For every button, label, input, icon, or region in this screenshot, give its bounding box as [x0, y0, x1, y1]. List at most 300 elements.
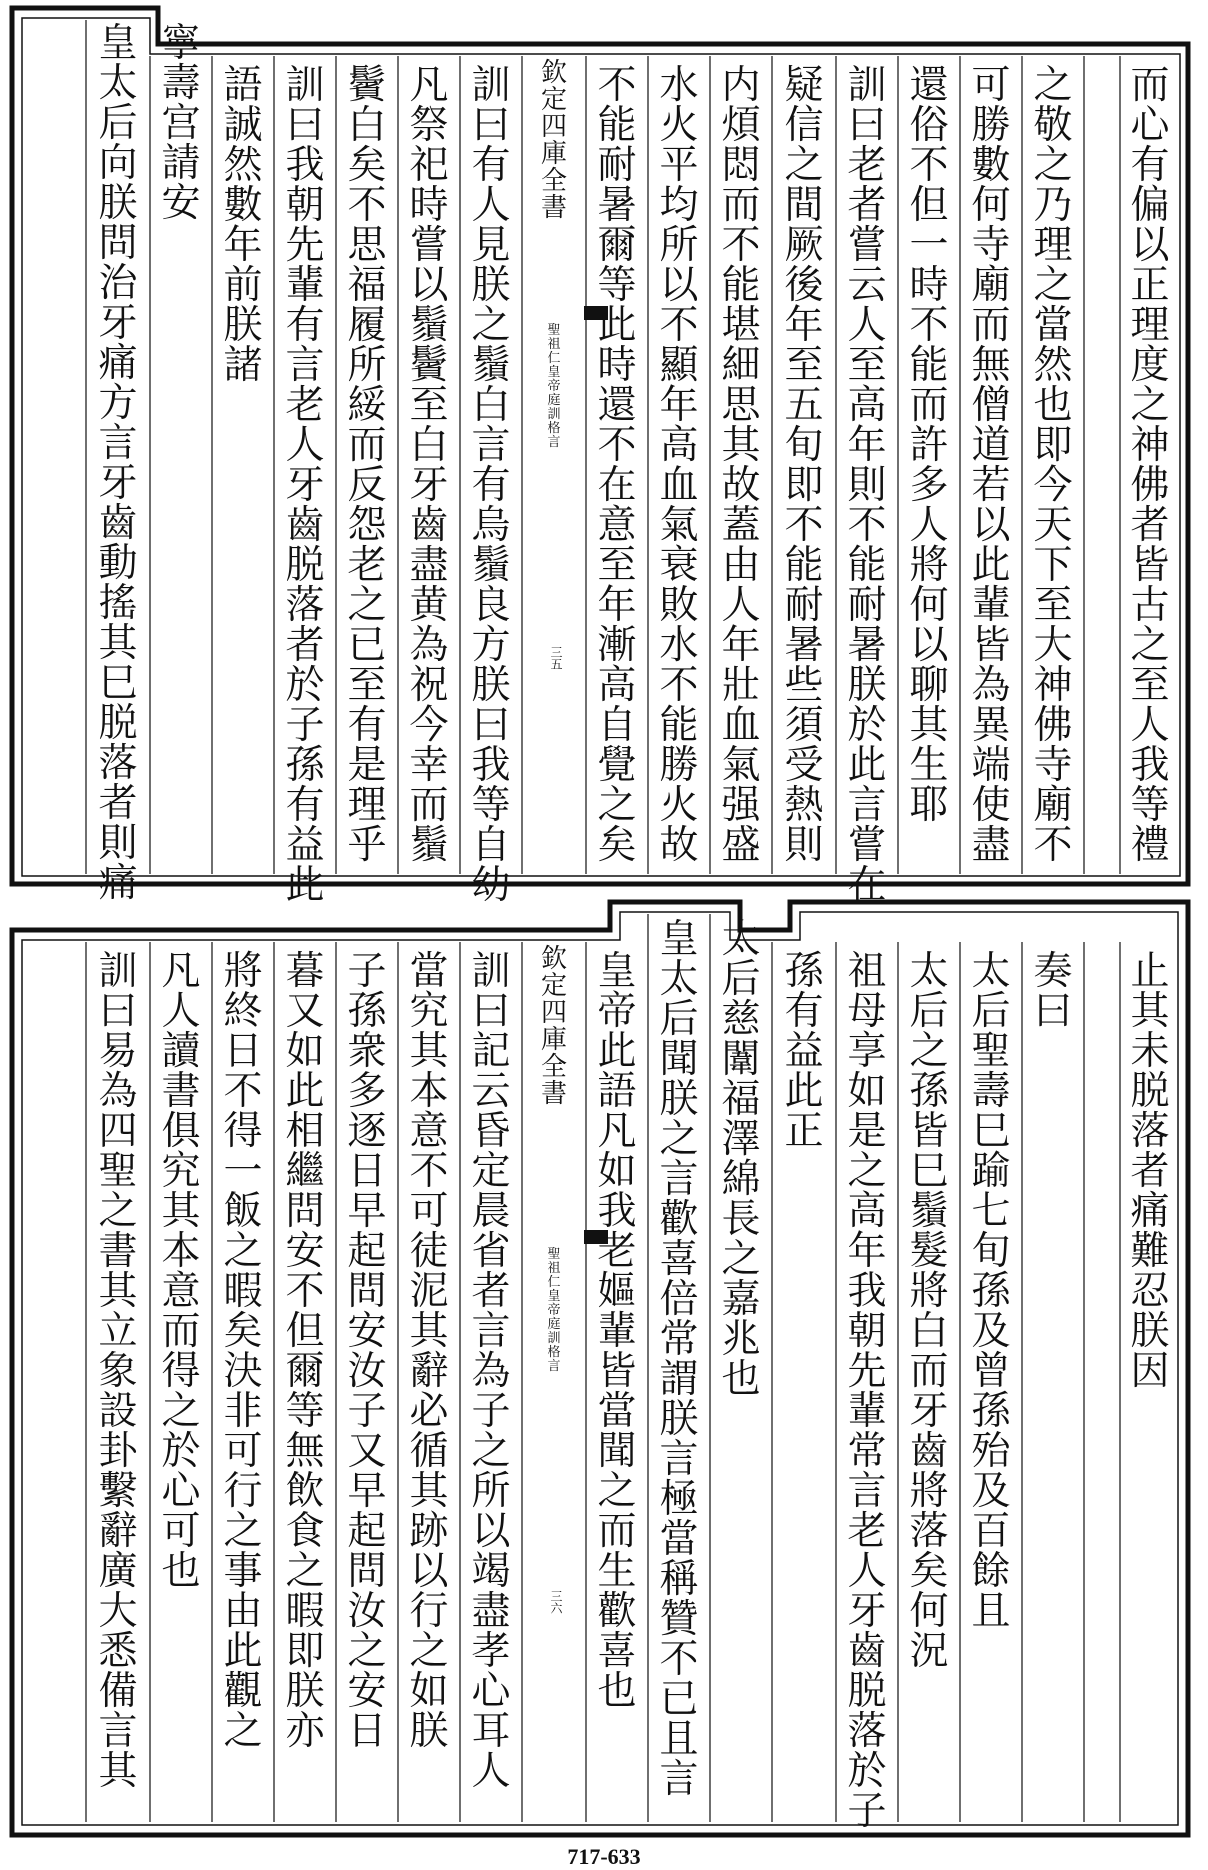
- glyph: 年: [223, 223, 263, 268]
- glyph: 止: [1130, 949, 1170, 994]
- glyph: 衆: [347, 1029, 387, 1074]
- glyph: 得: [161, 1349, 201, 1394]
- glyph: 大: [98, 1589, 138, 1634]
- glyph: 矣: [909, 1549, 949, 1594]
- glyph: 云: [847, 263, 887, 308]
- glyph: 孫: [347, 989, 387, 1034]
- glyph: 然: [1033, 343, 1073, 388]
- glyph: 子: [347, 1389, 387, 1434]
- glyph: 晨: [471, 1189, 511, 1234]
- glyph: 言: [98, 1709, 138, 1754]
- glyph: 子: [347, 949, 387, 994]
- glyph: 多: [909, 463, 949, 508]
- glyph: 曰: [471, 703, 511, 748]
- glyph: 受: [784, 743, 824, 788]
- glyph: 自: [471, 823, 511, 868]
- glyph: 之: [1033, 263, 1073, 308]
- glyph: 在: [597, 463, 637, 508]
- text-column: [656, 63, 702, 868]
- glyph: 所: [659, 223, 699, 268]
- glyph: 朕: [847, 663, 887, 708]
- glyph: 訓: [471, 63, 511, 108]
- glyph: 痛: [98, 341, 138, 386]
- glyph: 此: [971, 543, 1011, 588]
- glyph: 孫: [971, 1389, 1011, 1434]
- glyph: 祝: [409, 663, 449, 708]
- glyph: 已: [659, 1677, 699, 1722]
- glyph: 輩: [847, 1389, 887, 1434]
- page-upper-half: [10, 6, 1196, 908]
- glyph: 語: [223, 63, 263, 108]
- text-column: [1030, 949, 1076, 1034]
- glyph: 年: [847, 1229, 887, 1274]
- glyph: 格: [547, 421, 561, 436]
- text-column: [594, 949, 640, 1714]
- glyph: 即: [784, 463, 824, 508]
- glyph: 朕: [223, 303, 263, 348]
- glyph: 慈: [721, 997, 761, 1042]
- glyph: 暮: [285, 949, 325, 994]
- glyph: 言: [471, 1309, 511, 1354]
- glyph: 血: [659, 463, 699, 508]
- glyph: 耳: [471, 1709, 511, 1754]
- glyph: 輩: [597, 1309, 637, 1354]
- glyph: 后: [971, 989, 1011, 1034]
- text-column: [1030, 63, 1076, 868]
- glyph: 巳: [971, 1109, 1011, 1154]
- glyph: 之: [597, 783, 637, 828]
- glyph: 均: [659, 183, 699, 228]
- glyph: 之: [223, 1509, 263, 1554]
- text-column: [406, 63, 452, 868]
- glyph: 安: [347, 1669, 387, 1714]
- glyph: 高: [597, 663, 637, 708]
- glyph: 不: [597, 423, 637, 468]
- text-column: [781, 949, 827, 1154]
- glyph: 昏: [471, 1109, 511, 1154]
- glyph: 異: [971, 703, 1011, 748]
- glyph: 俱: [161, 1109, 201, 1154]
- glyph: 佛: [1130, 463, 1170, 508]
- glyph: 正: [1130, 263, 1170, 308]
- glyph: 朕: [409, 1709, 449, 1754]
- glyph: 齒: [847, 1629, 887, 1674]
- glyph: 如: [597, 1149, 637, 1194]
- glyph: 有: [471, 143, 511, 188]
- center-fold-title: [538, 946, 570, 1108]
- glyph: 者: [1130, 1149, 1170, 1194]
- glyph: 凡: [161, 949, 201, 994]
- glyph: 者: [847, 183, 887, 228]
- glyph: 皆: [971, 623, 1011, 668]
- glyph: 記: [471, 1029, 511, 1074]
- glyph: 年: [597, 583, 637, 628]
- glyph: 鬚: [409, 823, 449, 868]
- glyph: 爾: [597, 223, 637, 268]
- glyph: 落: [847, 1709, 887, 1754]
- glyph: 而: [909, 383, 949, 428]
- glyph: 盛: [721, 823, 761, 868]
- text-column: [406, 949, 452, 1754]
- glyph: 盡: [409, 543, 449, 588]
- glyph: 不: [909, 143, 949, 188]
- glyph: 道: [971, 423, 1011, 468]
- glyph: 訓: [98, 949, 138, 994]
- glyph: 曰: [98, 989, 138, 1034]
- glyph: 痛: [1130, 1189, 1170, 1234]
- glyph: 安: [161, 181, 201, 226]
- glyph: 備: [98, 1669, 138, 1714]
- glyph: 得: [223, 1109, 263, 1154]
- glyph: 能: [784, 543, 824, 588]
- glyph: 至: [409, 383, 449, 428]
- glyph: 巳: [98, 661, 138, 706]
- glyph: 其: [98, 621, 138, 666]
- glyph: 曰: [471, 989, 511, 1034]
- glyph: 老: [347, 543, 387, 588]
- glyph: 將: [909, 543, 949, 588]
- glyph: 暇: [285, 1589, 325, 1634]
- text-column: [282, 949, 328, 1754]
- glyph: 勝: [971, 103, 1011, 148]
- text-column: [344, 949, 390, 1754]
- text-column: [718, 63, 764, 868]
- glyph: 之: [471, 303, 511, 348]
- glyph: 所: [347, 343, 387, 388]
- page-id-footer: 717-633: [567, 1844, 641, 1869]
- glyph: 能: [847, 543, 887, 588]
- glyph: 我: [471, 743, 511, 788]
- glyph: 皆: [597, 1349, 637, 1394]
- glyph: 則: [847, 463, 887, 508]
- glyph: 有: [285, 783, 325, 828]
- center-fold-subtitle: [546, 324, 562, 450]
- glyph: 此: [285, 863, 325, 908]
- glyph: 衰: [659, 543, 699, 588]
- glyph: 之: [223, 1229, 263, 1274]
- glyph: 必: [409, 1389, 449, 1434]
- glyph: 全: [540, 1052, 567, 1082]
- text-column: [220, 949, 266, 1754]
- glyph: 人: [909, 503, 949, 548]
- glyph: 易: [98, 1029, 138, 1074]
- glyph: 言: [847, 1469, 887, 1514]
- glyph: 其: [409, 1029, 449, 1074]
- glyph: 至: [784, 343, 824, 388]
- glyph: 格: [547, 1345, 561, 1360]
- glyph: 不: [784, 503, 824, 548]
- glyph: 而: [909, 1349, 949, 1394]
- glyph: 日: [347, 1149, 387, 1194]
- text-column: [1127, 949, 1173, 1394]
- glyph: 孫: [784, 949, 824, 994]
- glyph: 還: [597, 383, 637, 428]
- glyph: 壽: [971, 1069, 1011, 1114]
- glyph: 贊: [659, 1597, 699, 1642]
- glyph: 諸: [223, 343, 263, 388]
- glyph: 帝: [547, 1303, 561, 1318]
- glyph: 皇: [659, 917, 699, 962]
- glyph: 當: [659, 1517, 699, 1562]
- glyph: 不: [721, 223, 761, 268]
- glyph: 牙: [98, 301, 138, 346]
- glyph: 我: [847, 1269, 887, 1314]
- glyph: 言: [659, 1157, 699, 1202]
- glyph: 我: [1130, 743, 1170, 788]
- glyph: 言: [659, 1757, 699, 1802]
- glyph: 氣: [659, 503, 699, 548]
- glyph: 其: [409, 1469, 449, 1514]
- glyph: 太: [909, 949, 949, 994]
- glyph: 細: [721, 343, 761, 388]
- glyph: 有: [285, 303, 325, 348]
- glyph: 脱: [98, 701, 138, 746]
- glyph: 又: [285, 989, 325, 1034]
- glyph: 讀: [161, 1029, 201, 1074]
- glyph: 但: [285, 1309, 325, 1354]
- glyph: 老: [285, 383, 325, 428]
- glyph: 等: [285, 1389, 325, 1434]
- glyph: 如: [285, 1029, 325, 1074]
- text-column: [906, 949, 952, 1674]
- glyph: 為: [98, 1069, 138, 1114]
- glyph: 悉: [98, 1629, 138, 1674]
- glyph: 輩: [971, 583, 1011, 628]
- glyph: 朕: [98, 181, 138, 226]
- glyph: 疑: [784, 63, 824, 108]
- glyph: 可: [409, 1189, 449, 1234]
- glyph: 安: [285, 1229, 325, 1274]
- glyph: 循: [409, 1429, 449, 1474]
- glyph: 本: [409, 1069, 449, 1114]
- glyph: 仁: [547, 1275, 561, 1290]
- glyph: 白: [471, 383, 511, 428]
- glyph: 言: [659, 1437, 699, 1482]
- text-column: [844, 949, 890, 1834]
- glyph: 書: [161, 1069, 201, 1114]
- glyph: 未: [1130, 1029, 1170, 1074]
- glyph: 故: [659, 823, 699, 868]
- glyph: 其: [1130, 989, 1170, 1034]
- glyph: 理: [1033, 223, 1073, 268]
- center-fold-subtitle: [546, 1248, 562, 1374]
- glyph: 嘉: [721, 1277, 761, 1322]
- glyph: 鬢: [347, 63, 387, 108]
- glyph: 福: [347, 263, 387, 308]
- glyph: 帝: [597, 989, 637, 1034]
- glyph: 是: [847, 1109, 887, 1154]
- glyph: 繼: [285, 1149, 325, 1194]
- glyph: 子: [471, 1389, 511, 1434]
- glyph: 之: [285, 1549, 325, 1594]
- glyph: 之: [347, 1629, 387, 1674]
- glyph: 跡: [409, 1509, 449, 1554]
- glyph: 爾: [285, 1349, 325, 1394]
- glyph: 行: [409, 1589, 449, 1634]
- glyph: 反: [347, 463, 387, 508]
- glyph: 四: [540, 998, 567, 1028]
- glyph: 人: [1130, 703, 1170, 748]
- glyph: 其: [98, 1269, 138, 1314]
- glyph: 奏: [1033, 949, 1073, 994]
- glyph: 享: [847, 1029, 887, 1074]
- glyph: 皇: [547, 1289, 561, 1304]
- glyph: 設: [98, 1389, 138, 1434]
- glyph: 鬚: [909, 1189, 949, 1234]
- glyph: 相: [285, 1109, 325, 1154]
- glyph: 事: [223, 1549, 263, 1594]
- glyph: 倍: [659, 1277, 699, 1322]
- glyph: 朕: [285, 1669, 325, 1714]
- glyph: 可: [223, 1429, 263, 1474]
- glyph: 當: [597, 1389, 637, 1434]
- glyph: 綿: [721, 1157, 761, 1202]
- glyph: 脱: [847, 1669, 887, 1714]
- glyph: 先: [847, 1349, 887, 1394]
- glyph: 盡: [471, 1589, 511, 1634]
- glyph: 之: [98, 1189, 138, 1234]
- glyph: 欽: [540, 58, 567, 88]
- text-column: [95, 21, 141, 906]
- glyph: 歡: [659, 1197, 699, 1242]
- glyph: 能: [721, 263, 761, 308]
- glyph: 能: [659, 703, 699, 748]
- glyph: 定: [471, 1149, 511, 1194]
- glyph: 謂: [659, 1357, 699, 1402]
- glyph: 則: [98, 821, 138, 866]
- glyph: 等: [597, 263, 637, 308]
- glyph: 有: [471, 463, 511, 508]
- glyph: 些: [784, 663, 824, 708]
- glyph: 子: [285, 703, 325, 748]
- glyph: 起: [347, 1509, 387, 1554]
- glyph: 聖: [971, 1029, 1011, 1074]
- glyph: 而: [721, 183, 761, 228]
- glyph: 落: [909, 1509, 949, 1554]
- glyph: 可: [161, 1509, 201, 1554]
- glyph: 白: [409, 423, 449, 468]
- glyph: 心: [471, 1669, 511, 1714]
- glyph: 語: [597, 1069, 637, 1114]
- glyph: 巳: [909, 1149, 949, 1194]
- glyph: 人: [285, 423, 325, 468]
- glyph: 人: [721, 583, 761, 628]
- glyph: 旬: [971, 1229, 1011, 1274]
- glyph: 間: [784, 183, 824, 228]
- glyph: 之: [1033, 143, 1073, 188]
- glyph: 理: [1130, 303, 1170, 348]
- glyph: 也: [161, 1549, 201, 1594]
- glyph: 生: [597, 1549, 637, 1594]
- glyph: 即: [1033, 423, 1073, 468]
- glyph: 時: [909, 263, 949, 308]
- text-column: [158, 21, 204, 226]
- glyph: 壽: [161, 61, 201, 106]
- glyph: 方: [471, 623, 511, 668]
- glyph: 之: [909, 1029, 949, 1074]
- glyph: 聞: [597, 1429, 637, 1474]
- glyph: 以: [909, 623, 949, 668]
- glyph: 又: [347, 1429, 387, 1474]
- glyph: 逐: [347, 1109, 387, 1154]
- glyph: 顯: [659, 343, 699, 388]
- glyph: 敗: [659, 583, 699, 628]
- glyph: 齒: [98, 501, 138, 546]
- glyph: 漸: [597, 623, 637, 668]
- glyph: 極: [659, 1477, 699, 1522]
- glyph: 綏: [347, 383, 387, 428]
- glyph: 兆: [721, 1317, 761, 1362]
- glyph: 老: [847, 1509, 887, 1554]
- glyph: 許: [909, 423, 949, 468]
- glyph: 煩: [721, 103, 761, 148]
- glyph: 朕: [659, 1397, 699, 1442]
- glyph: 不: [597, 63, 637, 108]
- glyph: 齒: [285, 503, 325, 548]
- glyph: 牙: [909, 1389, 949, 1434]
- glyph: 則: [784, 823, 824, 868]
- glyph: 乃: [1033, 183, 1073, 228]
- glyph: 搖: [98, 581, 138, 626]
- glyph: 使: [971, 783, 1011, 828]
- glyph: 後: [784, 263, 824, 308]
- glyph: 曰: [285, 103, 325, 148]
- text-column: [220, 63, 266, 388]
- glyph: 若: [971, 463, 1011, 508]
- glyph: 年: [659, 383, 699, 428]
- glyph: 之: [1033, 63, 1073, 108]
- glyph: 方: [98, 381, 138, 426]
- glyph: 云: [471, 1069, 511, 1114]
- glyph: 能: [909, 343, 949, 388]
- glyph: 太: [721, 917, 761, 962]
- glyph: 牙: [847, 1589, 887, 1634]
- glyph: 天: [1033, 503, 1073, 548]
- glyph: 須: [784, 703, 824, 748]
- glyph: 鬚: [471, 343, 511, 388]
- glyph: 飲: [285, 1469, 325, 1514]
- glyph: 乎: [347, 823, 387, 868]
- glyph: 而: [409, 783, 449, 828]
- glyph: 歡: [597, 1589, 637, 1634]
- glyph: 血: [721, 703, 761, 748]
- glyph: 庫: [540, 139, 567, 169]
- glyph: 牙: [98, 461, 138, 506]
- glyph: 聖: [98, 1149, 138, 1194]
- glyph: 訓: [547, 407, 561, 422]
- glyph: 但: [909, 183, 949, 228]
- glyph: 故: [721, 463, 761, 508]
- glyph: 請: [161, 141, 201, 186]
- glyph: 將: [223, 949, 263, 994]
- glyph: 耶: [909, 783, 949, 828]
- glyph: 行: [223, 1469, 263, 1514]
- glyph: 下: [1033, 543, 1073, 588]
- glyph: 無: [971, 343, 1011, 388]
- glyph: 帝: [547, 379, 561, 394]
- glyph: 當: [1033, 303, 1073, 348]
- glyph: 之: [223, 1709, 263, 1754]
- glyph: 心: [161, 1469, 201, 1514]
- glyph: 非: [223, 1389, 263, 1434]
- glyph: 之: [1130, 623, 1170, 668]
- glyph: 亦: [285, 1709, 325, 1754]
- glyph: 白: [909, 1309, 949, 1354]
- glyph: 汝: [347, 1349, 387, 1394]
- glyph: 喜: [597, 1629, 637, 1674]
- glyph: 益: [285, 823, 325, 868]
- glyph: 決: [223, 1349, 263, 1394]
